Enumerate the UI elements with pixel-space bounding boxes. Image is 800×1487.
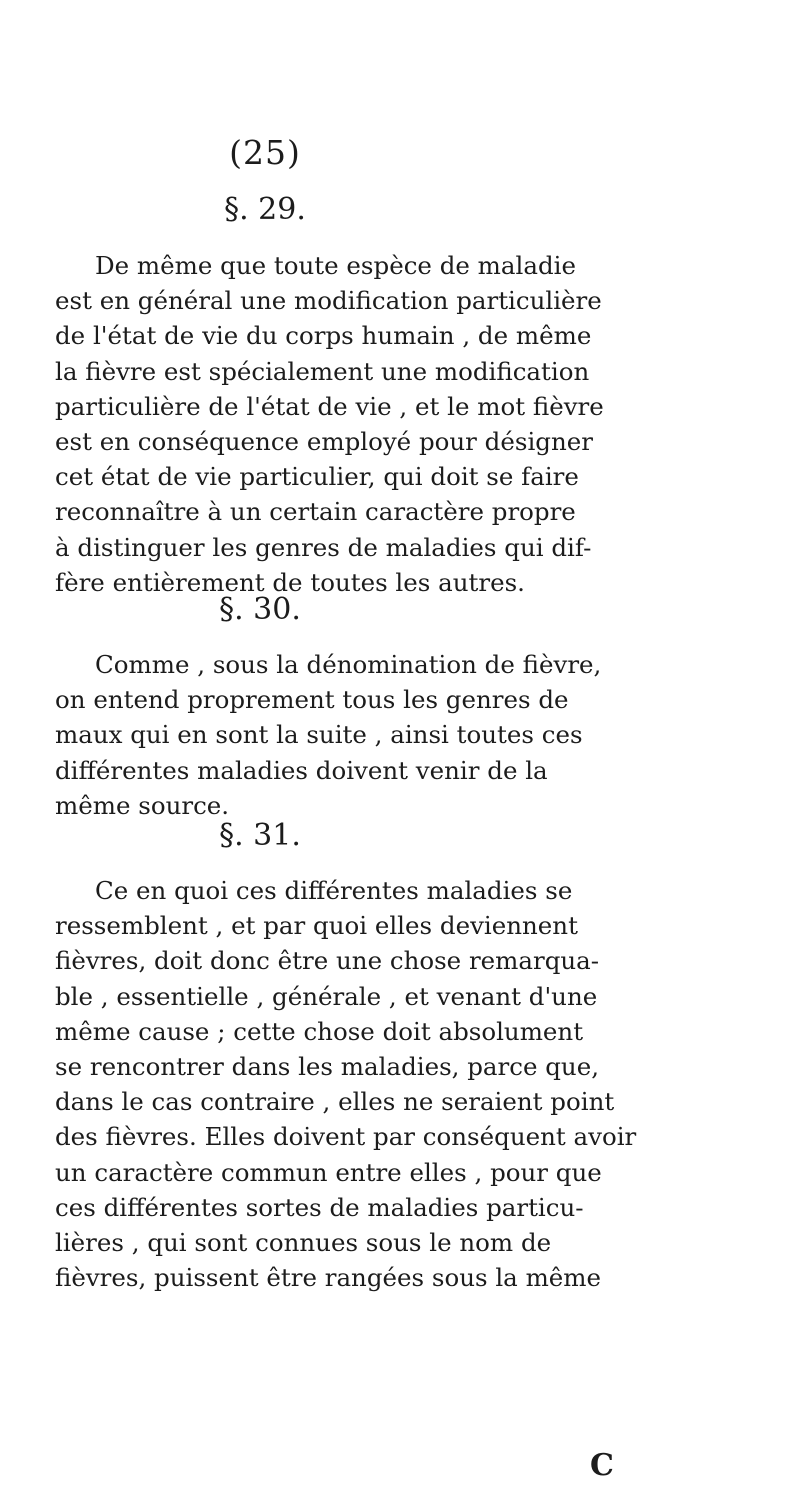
text-line: est en conséquence employé pour désigner — [55, 427, 593, 457]
text-line: même cause ; cette chose doit absolument — [55, 1016, 584, 1046]
text-line: fère entièrement de toutes les autres. — [55, 567, 525, 597]
paragraph-30 — [55, 647, 675, 823]
text-line: un caractère commun entre elles , pour que — [55, 1157, 602, 1187]
paragraph-31 — [55, 873, 675, 1295]
text-line: particulière de l'état de vie , et le mot fièvre — [55, 391, 604, 421]
text-line: ressemblent , et par quoi elles deviennent — [55, 911, 578, 941]
text-line: de l'état de vie du corps humain , de même — [55, 321, 592, 351]
text-line: des fièvres. Elles doivent par conséquent avoir — [55, 1122, 637, 1152]
text-line: Comme , sous la dénomination de fièvre, — [95, 650, 602, 679]
text-line: reconnaître à un certain caractère propre — [55, 497, 576, 527]
section-heading-31: §. 31. — [219, 818, 301, 853]
text-line: fièvres, doit donc être une chose remarqua- — [55, 946, 600, 976]
section-heading-30: §. 30. — [219, 592, 301, 627]
paragraph-29 — [55, 248, 675, 600]
text-line: ces différentes sortes de maladies particu- — [55, 1192, 584, 1222]
section-heading-29: §. 29. — [224, 192, 306, 227]
text-line: cet état de vie particulier, qui doit se faire — [55, 462, 579, 492]
text-line: à distinguer les genres de maladies qui dif- — [55, 532, 592, 562]
catchword: C — [590, 1448, 614, 1483]
text-line: Ce en quoi ces différentes maladies se — [95, 876, 573, 905]
text-line: De même que toute espèce de maladie — [95, 251, 576, 280]
text-line: se rencontrer dans les maladies, parce que, — [55, 1052, 599, 1082]
text-line: fièvres, puissent être rangées sous la même — [55, 1263, 602, 1293]
text-line: maux qui en sont la suite , ainsi toutes ces — [55, 720, 583, 750]
text-line: est en général une modification particulière — [55, 286, 602, 316]
text-line: ble , essentielle , générale , et venant d'une — [55, 981, 598, 1011]
text-line: différentes maladies doivent venir de la — [55, 755, 548, 785]
text-line: lières , qui sont connues sous le nom de — [55, 1228, 552, 1258]
text-line: la fièvre est spécialement une modification — [55, 356, 590, 386]
text-line: on entend proprement tous les genres de — [55, 685, 569, 715]
text-line: dans le cas contraire , elles ne seraient point — [55, 1087, 615, 1117]
page-number: (25) — [229, 133, 301, 172]
text-line: même source. — [55, 790, 230, 820]
